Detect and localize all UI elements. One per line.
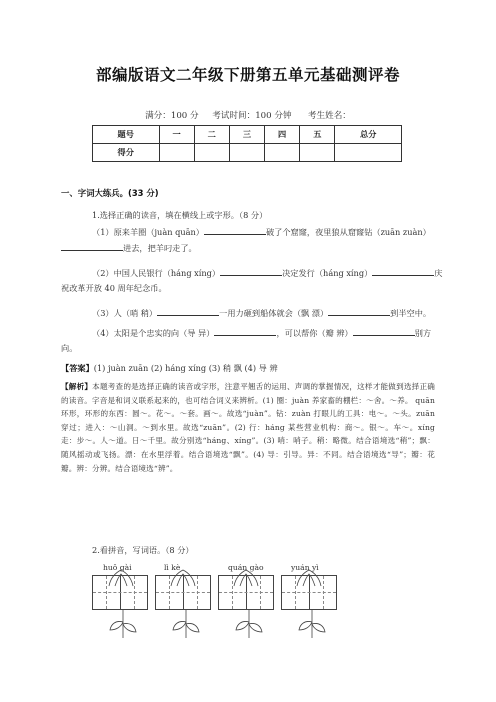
pinyin-label: lì kè [164,563,181,572]
item-text: 庆 [434,268,443,278]
analysis-paragraph [61,380,435,542]
answer-line [61,362,434,374]
score-table [92,125,402,162]
item-text: （4）太阳是个忠实的向（导 异） [92,328,215,338]
item-text: （3）人（哨 稍） [92,308,158,318]
score-header-cell: 三 [229,126,264,144]
analysis-label: 【解析】 [61,382,93,391]
score-header-cell: 二 [194,126,229,144]
leaf-decoration-icon [234,610,264,640]
score-table-header-row [93,126,402,144]
writing-grid[interactable] [281,575,337,610]
answer-text: (1) juàn zuān (2) háng xíng (3) 稍 飘 (4) 导 辨 [93,363,278,373]
writing-grid[interactable] [155,575,211,610]
score-header-cell: 五 [300,126,335,144]
score-cell[interactable] [265,144,300,162]
answer-blank[interactable] [353,326,415,336]
answer-blank[interactable] [328,306,390,316]
leaf-decoration-icon [171,610,201,640]
item-text: 别方 [414,328,432,338]
score-header-cell: 一 [159,126,194,144]
score-header-cell: 四 [265,126,300,144]
analysis-text: 本题考查的是选择正确的读音或字形，注意平翘舌的运用、声调的掌握情况，这样才能做到选择正确的读音。字音是和词义联系起来的，也可结合词义来辨析。(1) 圈：juàn 养家畜的棚栏：～舍。～养。 quān 环形，环形的东西：圆～。花～。～套。画～。故选“juàn”。钻：zuàn 打眼儿的工具：电～。～头。zuān 穿过；进入：～山洞。～到水里。故选“zuān”。(2) 行：háng 某些营业机构：商～。银～。车～。xíng 走：步～。人～道。日～千里。故分别选“háng、xíng”。(3) 哨：哨子。稍：略微。结合语境选“稍”；飘：随风摇动或飞扬。漂：在水里浮着。结合语境选“飘”。(4) 导：引导。异：不同。结合语境选“导”；瓣：花瓣。辨：分辨。结合语境选“辨”。 [61,382,435,473]
exam-meta: 满分：100 分 考试时间：100 分钟 考生姓名： [145,111,351,121]
pinyin-label: huǒ gài [103,563,132,572]
score-row-label: 得分 [93,144,160,162]
question-item [92,266,465,279]
question-item: 向。 [61,343,78,353]
question-item: 祝改革开放 40 周年纪念币。 [61,283,167,293]
score-cell[interactable] [194,144,229,162]
item-text: （2）中国人民银行（háng xíng） [92,268,221,278]
question-item [61,241,434,254]
item-text: 进去，把羊叼走了。 [123,243,197,253]
answer-blank[interactable] [372,266,434,276]
item-text: 破了个窟窿，夜里狼从窟窿钻（zuān zuàn） [265,227,431,237]
score-header-cell: 总分 [335,126,402,144]
score-table-score-row [93,144,402,162]
answer-label: 【答案】 [61,363,94,373]
section-heading: 一、字词大练兵。(33 分) [61,188,159,198]
leaf-decoration-icon [108,610,138,640]
leaf-decoration-icon [297,610,327,640]
answer-blank[interactable] [220,266,282,276]
answer-blank[interactable] [61,241,123,251]
item-text: （1）原来羊圈（juàn quān） [92,227,204,237]
writing-grid[interactable] [218,575,274,610]
score-cell[interactable] [335,144,402,162]
score-cell[interactable] [300,144,335,162]
score-cell[interactable] [229,144,264,162]
item-text: 决定发行（háng xíng） [282,268,373,278]
question-item [92,306,465,319]
answer-blank[interactable] [204,225,266,235]
writing-grid[interactable] [92,575,148,610]
pinyin-label: quán gào [228,563,264,572]
question-stem: 2.看拼音，写词语。（8 分） [92,545,194,555]
item-text: 一用力砸到船体就会（飘 漂） [219,308,329,318]
answer-blank[interactable] [157,306,219,316]
score-header-cell: 题号 [93,126,160,144]
question-item [92,225,465,238]
answer-blank[interactable] [214,326,276,336]
pinyin-label: yuán yì [291,563,319,572]
document-title: 部编版语文二年级下册第五单元基础测评卷 [95,66,400,84]
score-cell[interactable] [159,144,194,162]
question-stem: 1.选择正确的读音，填在横线上或字形。（8 分） [92,210,268,220]
question-item [92,326,465,339]
item-text: ，可以帮你（瓣 辨） [276,328,353,338]
item-text: 到半空中。 [390,308,432,318]
